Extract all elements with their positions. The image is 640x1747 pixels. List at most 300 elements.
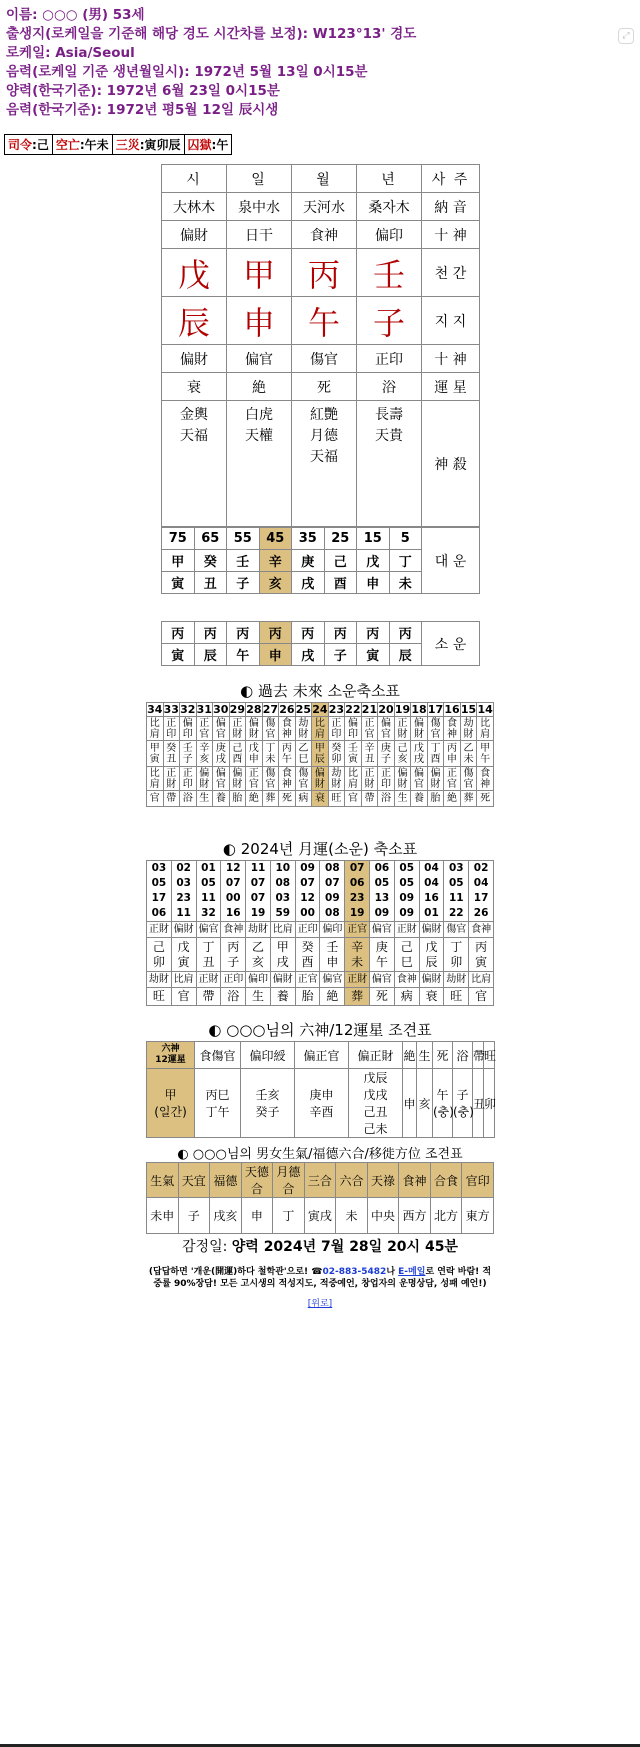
month-date: 12 07 00 16 — [221, 861, 246, 922]
small-unseong: 生 — [394, 791, 411, 807]
month-sipsin-top: 偏官 — [370, 922, 395, 938]
tag-key: 司令 — [8, 138, 33, 152]
daeun-age: 45 — [259, 528, 292, 550]
month-date: 07 06 23 19 — [345, 861, 370, 922]
soun-branch: 辰 — [389, 644, 422, 666]
direction-value: 丁 — [273, 1198, 305, 1234]
month-ganzhi: 丙 子 — [221, 938, 246, 972]
month-sipsin-bottom: 劫財 — [147, 972, 172, 988]
month-sipsin-top: 食神 — [469, 922, 494, 938]
month-date: 08 07 09 08 — [320, 861, 345, 922]
soun-stem: 丙 — [194, 622, 227, 644]
daeun-age: 75 — [162, 528, 195, 550]
small-ganzhi: 壬 子 — [180, 741, 197, 767]
month-sipsin-bottom: 偏財 — [419, 972, 444, 988]
month-sipsin-top: 傷官 — [444, 922, 469, 938]
small-sipsin-top: 傷 官 — [427, 717, 444, 741]
tag-key: 囚獄 — [187, 138, 212, 152]
liushen-value: 壬亥 癸子 — [241, 1069, 295, 1138]
name-line: 이름: ○○○ (男) 53세 — [6, 7, 145, 23]
small-sipsin-bottom: 偏 財 — [312, 767, 329, 791]
direction-value: 寅戌 — [304, 1198, 336, 1234]
daeun-branch: 未 — [389, 572, 422, 594]
jiji-hour: 辰 — [162, 297, 227, 345]
liushen-table — [146, 1041, 495, 1138]
napeum-year: 桑자木 — [357, 193, 422, 221]
small-age: 24 — [312, 703, 328, 716]
month-date: 04 04 16 01 — [419, 861, 444, 922]
month-sipsin-bottom: 正財 — [345, 972, 370, 988]
liushen-value: 甲 (일간) — [147, 1069, 195, 1138]
small-age: 15 — [460, 703, 477, 716]
col-year: 년 — [357, 165, 422, 193]
month-date: 05 05 09 09 — [394, 861, 419, 922]
month-date: 06 05 13 09 — [370, 861, 395, 922]
soun-stem: 丙 — [162, 622, 195, 644]
direction-table — [146, 1162, 494, 1234]
solar-kr-line: 양력(한국기준): 1972년 6월 23일 0시15분 — [6, 83, 280, 99]
month-sipsin-bottom: 偏官 — [370, 972, 395, 988]
daeun-branch: 丑 — [194, 572, 227, 594]
month-date: 01 05 11 32 — [196, 861, 221, 922]
small-age: 18 — [411, 703, 427, 716]
small-sipsin-top: 食 神 — [444, 717, 461, 741]
tag-siryeong: 司令:己 — [5, 135, 53, 155]
jiji-month: 午 — [292, 297, 357, 345]
small-sipsin-top: 正 財 — [229, 717, 246, 741]
soun-label: 소 운 — [422, 622, 480, 666]
sinsal-year — [357, 401, 422, 527]
daeun-age: 5 — [389, 528, 422, 550]
daeun-stem: 癸 — [194, 550, 227, 572]
small-sipsin-top: 偏 財 — [246, 717, 263, 741]
liushen-value: 子 (충) — [453, 1069, 473, 1138]
daeun-stem: 辛 — [259, 550, 292, 572]
sinsal-hour — [162, 401, 227, 527]
small-sipsin-top: 比 肩 — [477, 717, 494, 741]
small-ganzhi: 癸 丑 — [163, 741, 180, 767]
sinsal-day — [227, 401, 292, 527]
small-unseong: 養 — [213, 791, 230, 807]
direction-header: 天宜 — [178, 1163, 210, 1198]
small-ganzhi: 壬 寅 — [345, 741, 362, 767]
small-sipsin-top: 正 印 — [163, 717, 180, 741]
small-sipsin-top: 偏 官 — [213, 717, 230, 741]
direction-value: 申 — [241, 1198, 273, 1234]
month-sipsin-top: 劫財 — [246, 922, 271, 938]
sipsin-bottom-hour: 偏財 — [162, 345, 227, 373]
month-sipsin-bottom: 比肩 — [171, 972, 196, 988]
small-ganzhi: 癸 卯 — [328, 741, 345, 767]
liushen-header: 帶 — [473, 1042, 484, 1069]
month-date: 02 03 23 11 — [171, 861, 196, 922]
sinsal-text: 長壽 天貴 — [375, 407, 403, 444]
month-sipsin-bottom: 劫財 — [444, 972, 469, 988]
small-table — [146, 702, 494, 807]
small-sipsin-bottom: 比 肩 — [147, 767, 164, 791]
phone-link[interactable]: 02-883-5482 — [322, 1267, 387, 1277]
small-age: 20 — [378, 703, 394, 716]
unseong-month: 死 — [292, 373, 357, 401]
small-sipsin-top: 正 官 — [361, 717, 378, 741]
napeum-hour: 大林木 — [162, 193, 227, 221]
note-prefix: (답답하면 '개운(開運)하다 철학관'으로! ☎ — [148, 1267, 323, 1277]
soun-branch: 子 — [324, 644, 357, 666]
small-sipsin-top: 偏 官 — [378, 717, 395, 741]
month-ganzhi: 己 卯 — [147, 938, 172, 972]
month-sipsin-top: 偏官 — [196, 922, 221, 938]
small-ganzhi: 辛 亥 — [196, 741, 213, 767]
month-ganzhi: 庚 午 — [370, 938, 395, 972]
daeun-stem: 戊 — [357, 550, 390, 572]
small-sipsin-top: 傷 官 — [262, 717, 279, 741]
daeun-label: 대 운 — [422, 528, 480, 594]
sinsal-label: 神 殺 — [422, 401, 480, 527]
small-sipsin-bottom: 偏 財 — [196, 767, 213, 791]
unseong-year: 浴 — [357, 373, 422, 401]
month-table-title: ◐ 2024년 月運(소운) 축소표 — [222, 840, 418, 858]
tag-bar — [4, 134, 232, 155]
small-sipsin-bottom: 正 印 — [378, 767, 395, 791]
small-age: 28 — [246, 703, 262, 716]
small-sipsin-bottom: 比 肩 — [345, 767, 362, 791]
month-sipsin-bottom: 正財 — [196, 972, 221, 988]
month-ganzhi: 戊 辰 — [419, 938, 444, 972]
small-unseong: 帶 — [163, 791, 180, 807]
month-unseong: 旺 — [444, 988, 469, 1006]
napeum-day: 泉中水 — [227, 193, 292, 221]
month-sipsin-top: 比肩 — [270, 922, 295, 938]
col-saju-label: 사 주 — [422, 165, 480, 193]
small-sipsin-bottom: 劫 財 — [328, 767, 345, 791]
small-sipsin-top: 比 肩 — [312, 717, 329, 741]
daeun-age: 35 — [292, 528, 325, 550]
liushen-value: 庚申 辛酉 — [295, 1069, 349, 1138]
month-date: 10 08 03 59 — [270, 861, 295, 922]
unseong-label: 運 星 — [422, 373, 480, 401]
month-table — [146, 860, 494, 1006]
small-age: 17 — [427, 703, 444, 716]
month-unseong: 帶 — [196, 988, 221, 1006]
small-unseong: 衰 — [312, 791, 329, 807]
small-unseong: 養 — [411, 791, 428, 807]
sinsal-text: 金輿 天福 — [180, 407, 208, 444]
napeum-label: 納 音 — [422, 193, 480, 221]
direction-header: 天德合 — [241, 1163, 273, 1198]
soun-branch: 戌 — [292, 644, 325, 666]
unseong-day: 絶 — [227, 373, 292, 401]
small-unseong: 生 — [196, 791, 213, 807]
tag-val: 午未 — [84, 138, 109, 152]
direction-header: 生氣 — [147, 1163, 179, 1198]
daeun-branch: 戌 — [292, 572, 325, 594]
small-unseong: 官 — [147, 791, 164, 807]
small-age: 26 — [279, 703, 295, 716]
small-unseong: 胎 — [229, 791, 246, 807]
month-unseong: 胎 — [295, 988, 320, 1006]
liushen-table-title: ◐ ○○○님의 六神/12運星 조견표 — [208, 1021, 432, 1039]
liushen-header: 偏正財 — [349, 1042, 403, 1069]
small-age: 22 — [345, 703, 361, 716]
direction-value: 東方 — [462, 1198, 494, 1234]
tag-key: 三災 — [115, 138, 140, 152]
cheongan-year: 壬 — [357, 249, 422, 297]
month-unseong: 病 — [394, 988, 419, 1006]
liushen-header: 生 — [417, 1042, 433, 1069]
jiji-label: 지 지 — [422, 297, 480, 345]
contact-note — [145, 1266, 495, 1290]
month-unseong: 官 — [171, 988, 196, 1006]
small-sipsin-top: 偏 財 — [411, 717, 428, 741]
small-ganzhi: 戊 申 — [246, 741, 263, 767]
soun-stem: 丙 — [389, 622, 422, 644]
direction-value: 西方 — [399, 1198, 431, 1234]
locale-line: 로케일: Asia/Seoul — [6, 45, 135, 61]
month-unseong: 絶 — [320, 988, 345, 1006]
daeun-stem: 壬 — [227, 550, 260, 572]
small-sipsin-bottom: 食 神 — [279, 767, 296, 791]
daeun-age: 65 — [194, 528, 227, 550]
small-sipsin-bottom: 正 財 — [163, 767, 180, 791]
small-unseong: 胎 — [427, 791, 444, 807]
small-sipsin-bottom: 傷 官 — [295, 767, 312, 791]
small-unseong: 絶 — [246, 791, 263, 807]
small-unseong: 官 — [345, 791, 362, 807]
small-age: 14 — [477, 703, 493, 716]
small-sipsin-top: 劫 財 — [460, 717, 477, 741]
small-age: 16 — [444, 703, 460, 716]
analysis-date — [0, 1236, 640, 1256]
sipsin-bottom-day: 偏官 — [227, 345, 292, 373]
direction-value: 子 — [178, 1198, 210, 1234]
small-sipsin-bottom: 偏 財 — [229, 767, 246, 791]
month-ganzhi: 丁 卯 — [444, 938, 469, 972]
col-month: 월 — [292, 165, 357, 193]
expand-icon[interactable]: ⤢ — [618, 28, 634, 44]
sipsin-top-label: 十 神 — [422, 221, 480, 249]
daeun-stem: 丁 — [389, 550, 422, 572]
month-date: 02 04 17 26 — [469, 861, 494, 922]
direction-value: 戌亥 — [210, 1198, 242, 1234]
month-ganzhi: 辛 未 — [345, 938, 370, 972]
birthplace-line: 출생지(로케일을 기준해 해당 경도 시간차를 보정): W123°13' 경도 — [6, 26, 417, 42]
soun-stem: 丙 — [292, 622, 325, 644]
soun-stem: 丙 — [259, 622, 292, 644]
small-ganzhi: 庚 戌 — [213, 741, 230, 767]
date-label: 감정일: — [182, 1239, 232, 1255]
daeun-branch: 酉 — [324, 572, 357, 594]
month-sipsin-bottom: 比肩 — [469, 972, 494, 988]
cheongan-day: 甲 — [227, 249, 292, 297]
soun-table — [161, 621, 480, 666]
small-unseong: 葬 — [460, 791, 477, 807]
col-hour: 시 — [162, 165, 227, 193]
direction-value: 中央 — [367, 1198, 399, 1234]
liushen-value: 申 — [403, 1069, 417, 1138]
daeun-stem: 甲 — [162, 550, 195, 572]
small-unseong: 葬 — [262, 791, 279, 807]
daeun-branch: 寅 — [162, 572, 195, 594]
small-sipsin-top: 正 官 — [196, 717, 213, 741]
sipsin-top-year: 偏印 — [357, 221, 422, 249]
direction-header: 官印 — [462, 1163, 494, 1198]
small-ganzhi: 丁 未 — [262, 741, 279, 767]
back-to-top-link[interactable]: [위로] — [307, 1299, 333, 1309]
month-ganzhi: 癸 酉 — [295, 938, 320, 972]
daeun-stem: 己 — [324, 550, 357, 572]
lunar-locale-line: 음력(로케일 기준 생년월일시): 1972년 5월 13일 0시15분 — [6, 64, 368, 80]
month-sipsin-bottom: 偏官 — [320, 972, 345, 988]
soun-branch: 申 — [259, 644, 292, 666]
daeun-age: 15 — [357, 528, 390, 550]
small-sipsin-bottom: 正 官 — [246, 767, 263, 791]
month-sipsin-top: 正官 — [345, 922, 370, 938]
month-ganzhi: 壬 申 — [320, 938, 345, 972]
small-age: 19 — [394, 703, 411, 716]
month-ganzhi: 乙 亥 — [246, 938, 271, 972]
month-sipsin-bottom: 偏印 — [246, 972, 271, 988]
unseong-hour: 衰 — [162, 373, 227, 401]
tag-val: 己 — [36, 138, 49, 152]
small-unseong: 帶 — [361, 791, 378, 807]
small-unseong: 旺 — [328, 791, 345, 807]
month-ganzhi: 丙 寅 — [469, 938, 494, 972]
small-sipsin-top: 比 肩 — [147, 717, 164, 741]
month-sipsin-top: 偏財 — [171, 922, 196, 938]
jiji-year: 子 — [357, 297, 422, 345]
small-ganzhi: 丙 申 — [444, 741, 461, 767]
liushen-header: 偏印綬 — [241, 1042, 295, 1069]
soun-branch: 寅 — [357, 644, 390, 666]
small-age: 29 — [229, 703, 245, 716]
small-unseong: 浴 — [378, 791, 395, 807]
direction-header: 食神 — [399, 1163, 431, 1198]
direction-table-title: ◐ ○○○님의 男女生氣/福德六合/移徙方位 조견표 — [177, 1147, 463, 1162]
small-age: 23 — [328, 703, 345, 716]
liushen-header: 旺 — [484, 1042, 495, 1069]
daeun-age: 25 — [324, 528, 357, 550]
small-sipsin-bottom: 正 財 — [361, 767, 378, 791]
small-sipsin-bottom: 傷 官 — [460, 767, 477, 791]
small-unseong: 病 — [295, 791, 312, 807]
month-unseong: 浴 — [221, 988, 246, 1006]
liushen-value: 戊辰 戊戌 己丑 己未 — [349, 1069, 403, 1138]
liushen-value: 午 (충) — [433, 1069, 453, 1138]
liushen-header: 偏正官 — [295, 1042, 349, 1069]
month-unseong: 衰 — [419, 988, 444, 1006]
month-unseong: 生 — [246, 988, 271, 1006]
month-sipsin-top: 偏財 — [419, 922, 444, 938]
note-mid: 나 — [386, 1267, 399, 1277]
daeun-branch: 申 — [357, 572, 390, 594]
sipsin-bottom-label: 十 神 — [422, 345, 480, 373]
month-sipsin-bottom: 食神 — [394, 972, 419, 988]
liushen-value: 丙巳 丁午 — [195, 1069, 241, 1138]
small-ganzhi: 庚 子 — [378, 741, 395, 767]
tag-key: 空亡 — [55, 138, 80, 152]
small-sipsin-top: 正 印 — [328, 717, 345, 741]
direction-value: 未申 — [147, 1198, 179, 1234]
small-sipsin-bottom: 偏 官 — [213, 767, 230, 791]
sipsin-bottom-month: 傷官 — [292, 345, 357, 373]
small-sipsin-bottom: 食 神 — [477, 767, 494, 791]
month-unseong: 死 — [370, 988, 395, 1006]
small-sipsin-bottom: 正 官 — [444, 767, 461, 791]
month-ganzhi: 己 巳 — [394, 938, 419, 972]
small-ganzhi: 辛 丑 — [361, 741, 378, 767]
small-ganzhi: 戊 戌 — [411, 741, 428, 767]
small-sipsin-bottom: 傷 官 — [262, 767, 279, 791]
daeun-age: 55 — [227, 528, 260, 550]
sipsin-top-hour: 偏財 — [162, 221, 227, 249]
soun-stem: 丙 — [227, 622, 260, 644]
liushen-header: 死 — [433, 1042, 453, 1069]
small-ganzhi: 己 亥 — [394, 741, 411, 767]
direction-header: 月德合 — [273, 1163, 305, 1198]
month-date: 03 05 11 22 — [444, 861, 469, 922]
small-ganzhi: 甲 寅 — [147, 741, 164, 767]
small-unseong: 絶 — [444, 791, 461, 807]
direction-header: 六合 — [336, 1163, 368, 1198]
liushen-header: 六神 12運星 — [147, 1042, 195, 1069]
small-sipsin-bottom: 偏 財 — [427, 767, 444, 791]
daeun-table — [161, 527, 480, 594]
month-sipsin-top: 偏印 — [320, 922, 345, 938]
small-ganzhi: 乙 未 — [460, 741, 477, 767]
small-sipsin-top: 正 財 — [394, 717, 411, 741]
small-age: 27 — [262, 703, 279, 716]
liushen-value: 亥 — [417, 1069, 433, 1138]
daeun-branch: 子 — [227, 572, 260, 594]
direction-value: 北方 — [430, 1198, 462, 1234]
small-sipsin-top: 偏 印 — [345, 717, 362, 741]
sipsin-bottom-year: 正印 — [357, 345, 422, 373]
direction-header: 天祿 — [367, 1163, 399, 1198]
small-sipsin-bottom: 偏 財 — [394, 767, 411, 791]
liushen-header: 絶 — [403, 1042, 417, 1069]
small-age: 34 — [147, 703, 163, 716]
liushen-value: 卯 — [484, 1069, 495, 1138]
small-age: 21 — [361, 703, 378, 716]
sipsin-top-month: 食神 — [292, 221, 357, 249]
small-unseong: 浴 — [180, 791, 197, 807]
small-age: 25 — [295, 703, 312, 716]
small-age: 32 — [180, 703, 196, 716]
small-ganzhi: 丁 酉 — [427, 741, 444, 767]
daeun-stem: 庚 — [292, 550, 325, 572]
napeum-month: 天河水 — [292, 193, 357, 221]
small-sipsin-top: 劫 財 — [295, 717, 312, 741]
small-age: 30 — [213, 703, 229, 716]
direction-header: 合食 — [430, 1163, 462, 1198]
email-link[interactable]: E-메일 — [398, 1267, 426, 1277]
daeun-branch: 亥 — [259, 572, 292, 594]
small-sipsin-bottom: 正 印 — [180, 767, 197, 791]
small-ganzhi: 乙 巳 — [295, 741, 312, 767]
tag-samjae: 三災:寅卯辰 — [112, 135, 184, 155]
header-info — [6, 6, 416, 120]
month-date: 11 07 07 19 — [246, 861, 271, 922]
small-ganzhi: 丙 午 — [279, 741, 296, 767]
cheongan-hour: 戊 — [162, 249, 227, 297]
small-unseong: 死 — [279, 791, 296, 807]
month-sipsin-top: 食神 — [221, 922, 246, 938]
sinsal-month — [292, 401, 357, 527]
direction-header: 三合 — [304, 1163, 336, 1198]
soun-stem: 丙 — [357, 622, 390, 644]
tag-val: 午 — [216, 138, 229, 152]
soun-branch: 辰 — [194, 644, 227, 666]
